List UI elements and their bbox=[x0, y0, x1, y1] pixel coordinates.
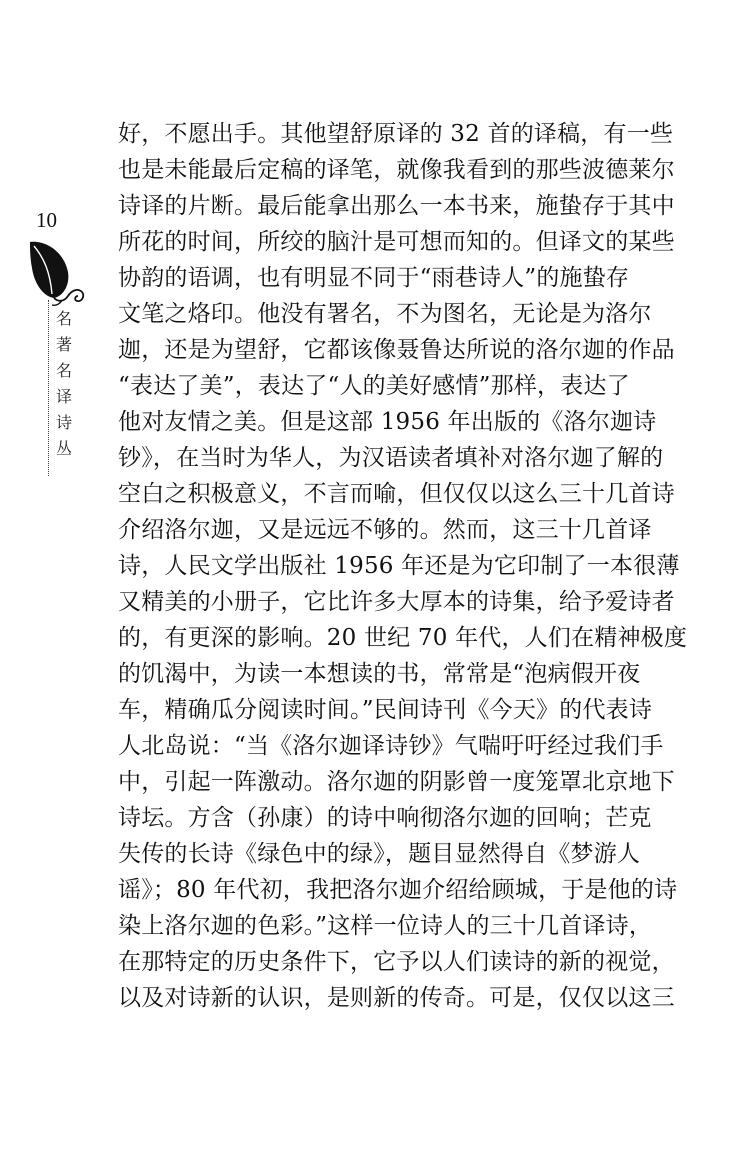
body-text bbox=[118, 116, 688, 1016]
series-title bbox=[54, 306, 74, 462]
text-line: 介绍洛尔迦，又是远远不够的。然而，这三十几首译 bbox=[118, 517, 652, 543]
text-line: 人北岛说：“当《洛尔迦译诗钞》气喘吁吁经过我们手 bbox=[118, 733, 664, 759]
series-title-char: 诗 bbox=[55, 413, 72, 432]
text-line: “表达了美”，表达了“人的美好感情”那样，表达了 bbox=[118, 373, 630, 399]
text-line: 的，有更深的影响。20 世纪 70 年代，人们在精神极度 bbox=[118, 625, 688, 651]
leaf-ornament-icon bbox=[24, 238, 86, 308]
series-title-char: 译 bbox=[55, 387, 72, 406]
series-title-char: 名 bbox=[55, 309, 72, 328]
series-title-char: 名 bbox=[55, 361, 72, 380]
text-line: 空白之积极意义，不言而喻，但仅仅以这么三十几首诗 bbox=[118, 481, 675, 507]
text-line: 好，不愿出手。其他望舒原译的 32 首的译稿，有一些 bbox=[118, 121, 674, 147]
text-line: 所花的时间，所绞的脑汁是可想而知的。但译文的某些 bbox=[118, 229, 675, 255]
series-divider bbox=[48, 300, 53, 476]
text-line: 诗，人民文学出版社 1956 年还是为它印制了一本很薄 bbox=[118, 553, 680, 579]
text-line: 失传的长诗《绿色中的绿》，题目显然得自《梦游人 bbox=[118, 841, 641, 867]
series-title-char: 丛 bbox=[55, 439, 72, 458]
page-number: 10 bbox=[36, 208, 57, 232]
text-line: 迦，还是为望舒，它都该像聂鲁达所说的洛尔迦的作品 bbox=[118, 337, 675, 363]
text-line: 在那特定的历史条件下，它予以人们读诗的新的视觉， bbox=[118, 949, 675, 975]
series-title-char: 著 bbox=[55, 335, 72, 354]
text-line: 又精美的小册子，它比许多大厚本的诗集，给予爱诗者 bbox=[118, 589, 675, 615]
text-line: 染上洛尔迦的色彩。”这样一位诗人的三十几首译诗， bbox=[118, 913, 653, 939]
text-line: 他对友情之美。但是这部 1956 年出版的《洛尔迦诗 bbox=[118, 409, 657, 435]
text-line: 诗译的片断。最后能拿出那么一本书来，施蛰存于其中 bbox=[118, 193, 675, 219]
text-line: 钞》，在当时为华人，为汉语读者填补对洛尔迦了解的 bbox=[118, 445, 664, 471]
text-line: 以及对诗新的认识，是则新的传奇。可是，仅仅以这三 bbox=[118, 985, 675, 1011]
text-line: 协韵的语调，也有明显不同于“雨巷诗人”的施蛰存 bbox=[118, 265, 630, 291]
text-line: 也是未能最后定稿的译笔，就像我看到的那些波德莱尔 bbox=[118, 157, 675, 183]
text-line: 的饥渴中，为读一本想读的书，常常是“泡病假开夜 bbox=[118, 661, 641, 687]
text-line: 中，引起一阵激动。洛尔迦的阴影曾一度笼罩北京地下 bbox=[118, 769, 675, 795]
text-line: 谣》；80 年代初，我把洛尔迦介绍给顾城，于是他的诗 bbox=[118, 877, 678, 903]
text-line: 车，精确瓜分阅读时间。”民间诗刊《今天》的代表诗 bbox=[118, 697, 653, 723]
text-line: 文笔之烙印。他没有署名，不为图名，无论是为洛尔 bbox=[118, 301, 652, 327]
text-line: 诗坛。方含（孙康）的诗中响彻洛尔迦的回响；芒克 bbox=[118, 805, 652, 831]
